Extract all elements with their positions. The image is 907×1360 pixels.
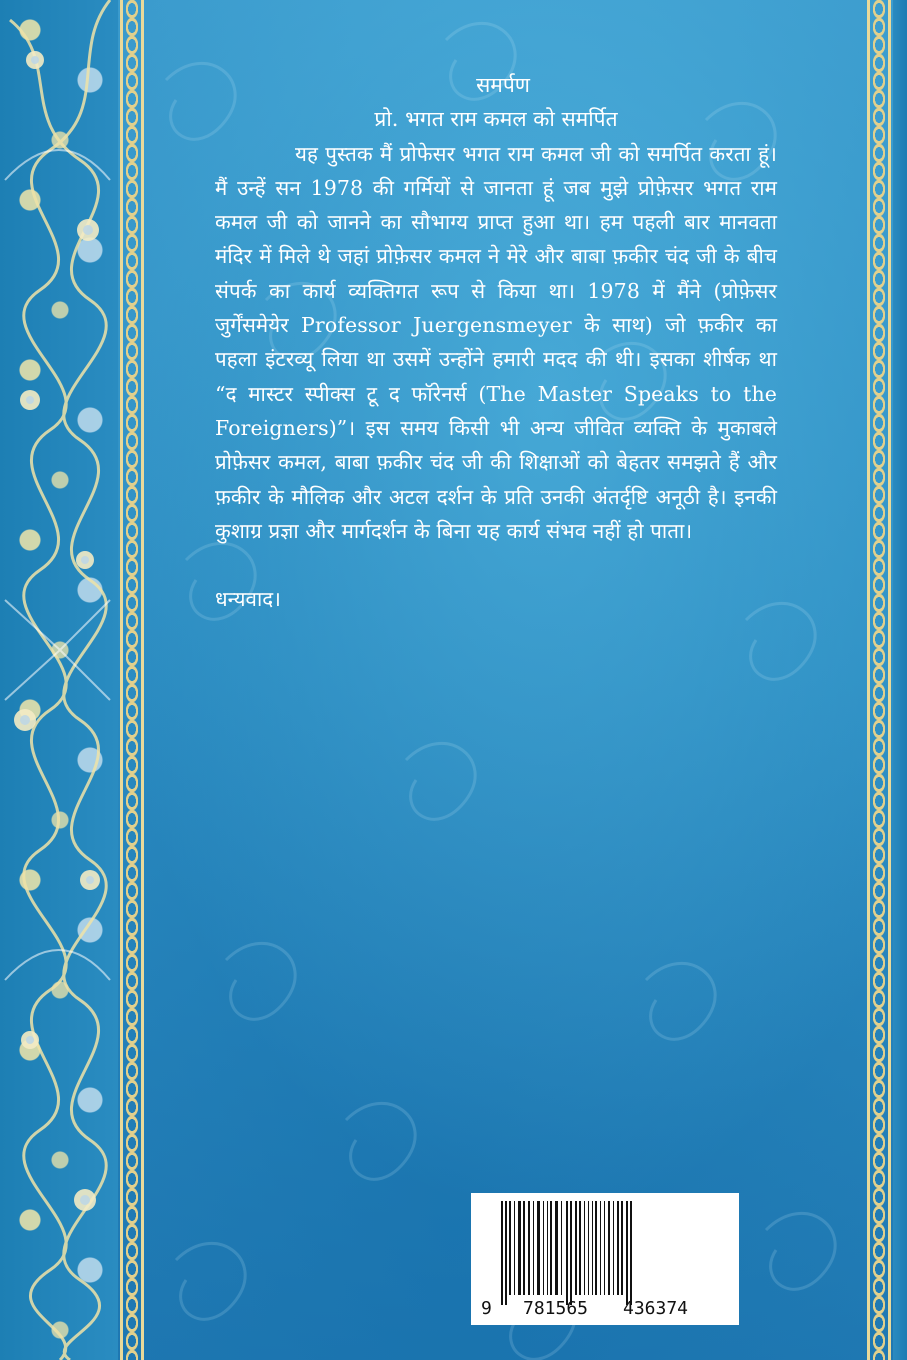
barcode-bar (604, 1201, 605, 1295)
right-decorative-border (867, 0, 891, 1360)
barcode-left-group: 781565 (523, 1298, 589, 1319)
dedication-text (215, 68, 777, 616)
barcode-bar (509, 1201, 511, 1295)
barcode-bar (514, 1201, 515, 1295)
barcode-bar (626, 1201, 628, 1305)
barcode-number (471, 1295, 739, 1323)
barcode-bar (613, 1201, 614, 1295)
barcode-bar (528, 1201, 530, 1295)
barcode-bar (595, 1201, 597, 1295)
barcode-bar (561, 1201, 562, 1295)
barcode-bar (584, 1201, 585, 1295)
barcode-bar (575, 1201, 577, 1295)
dedication-heading: समर्पण (476, 73, 530, 97)
barcode-bar (566, 1201, 568, 1305)
barcode-bar (588, 1201, 589, 1295)
barcode-bar (518, 1201, 521, 1295)
dedication-body: यह पुस्तक मैं प्रोफेसर भगत राम कमल जी को समर्पित करता हूं। मैं उन्हें सन 1978 की गर्मियों से जानता हूं जब मुझे प्रोफ़ेसर भगत राम कमल जी को जानने का सौभाग्य प्राप्त हुआ था। हम पहली बार मानवता मंदिर में मिले थे जहां प्रोफ़ेसर कमल ने मेरे और बाबा फ़कीर चंद जी के बीच संपर्क का कार्य व्यक्तिगत रूप से किया था। 1978 में मैंने (प्रोफ़ेसर जुर्गेंसमेयेर Professor Juergensmeyer के साथ) जो फ़कीर का पहला इंटरव्यू लिया था उसमें उन्होंने हमारी मदद की थी। इसका शीर्षक था “द मास्टर स्पीक्स टू द फॉरेनर्स (The Master Speaks to the Foreigners)”। इस समय किसी भी अन्य जीवित व्यक्ति के मुकाबले प्रोफ़ेसर कमल, बाबा फ़कीर चंद जी की शिक्षाओं को बेहतर समझते हैं और फ़कीर के मौलिक और अटल दर्शन के प्रति उनकी अंतर्दृष्टि अनूठी है। इनकी कुशाग्र प्रज्ञा और मार्गदर्शन के बिना यह कार्य संभव नहीं हो पाता। (215, 141, 777, 543)
barcode-bar (621, 1201, 623, 1295)
barcode-bar (570, 1201, 572, 1305)
barcode-bar (543, 1201, 544, 1295)
barcode-bar (537, 1201, 540, 1295)
isbn-barcode (471, 1193, 739, 1325)
barcode-bar (600, 1201, 601, 1295)
barcode-bar (547, 1201, 548, 1295)
barcode-bar (592, 1201, 593, 1295)
barcode-right-group: 436374 (623, 1298, 689, 1319)
dedication-subheading: प्रो. भगत राम कमल को समर्पित (374, 107, 618, 132)
barcode-bar (617, 1201, 619, 1295)
barcode-bar (608, 1201, 610, 1295)
ornamental-side-panel (0, 0, 118, 1360)
right-edge-strip (893, 0, 907, 1360)
barcode-bar (555, 1201, 558, 1295)
barcode-lead-digit: 9 (481, 1298, 492, 1319)
barcode-bar (501, 1201, 503, 1305)
left-decorative-border (120, 0, 144, 1360)
floral-ornament (0, 0, 118, 1360)
barcode-bar (533, 1201, 534, 1295)
barcode-bar (523, 1201, 525, 1295)
dedication-closing: धन्यवाद। (215, 587, 281, 612)
barcode-bar (579, 1201, 581, 1295)
barcode-bar (505, 1201, 507, 1305)
barcode-bar (630, 1201, 632, 1305)
barcode-bar (550, 1201, 552, 1295)
